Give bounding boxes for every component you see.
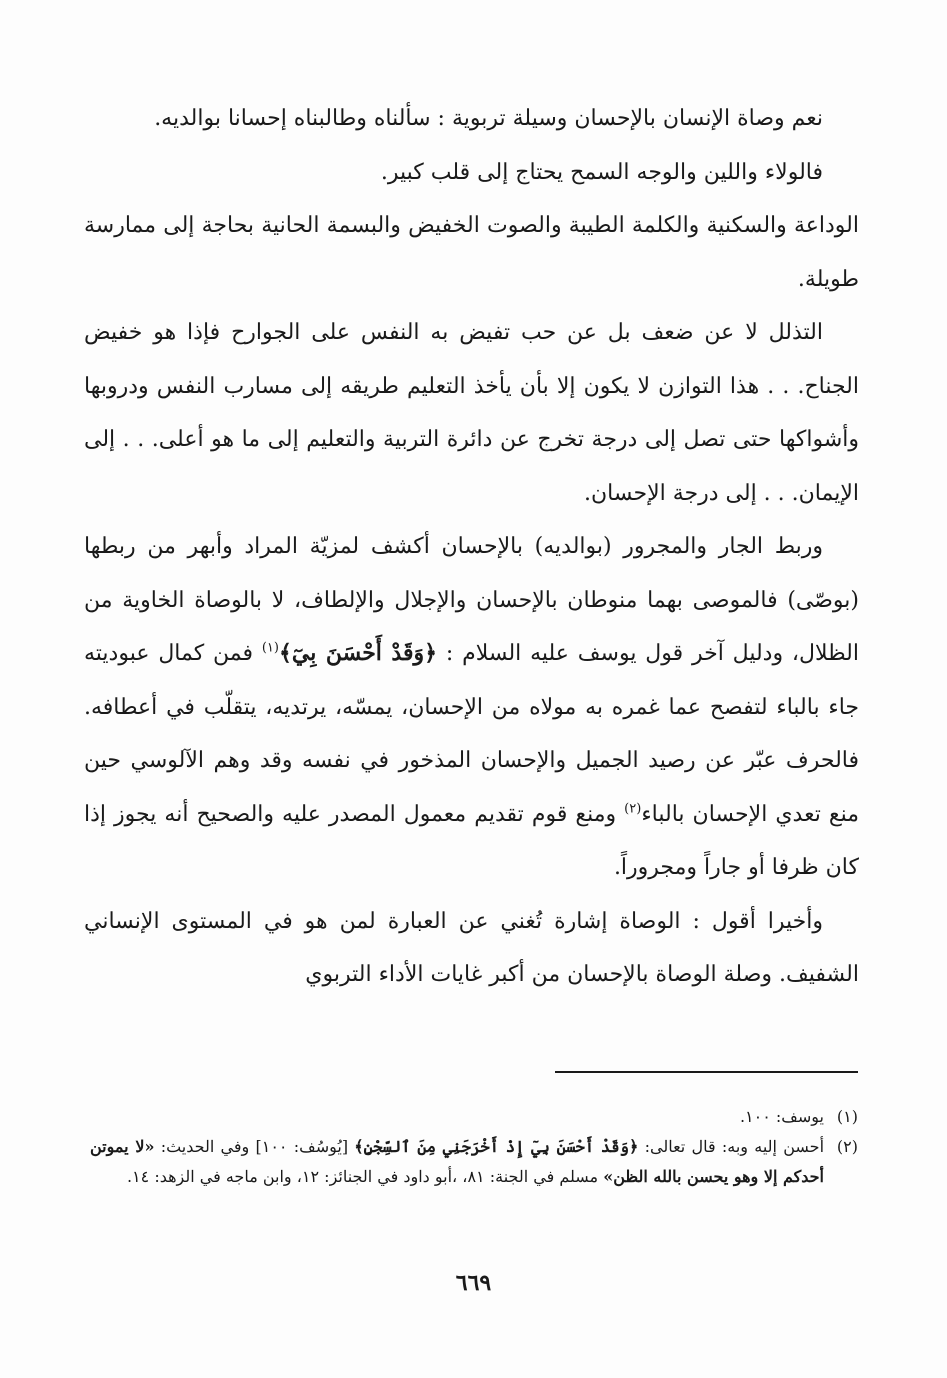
footnote-text: أحسن إليه وبه: قال تعالى: <box>638 1137 825 1156</box>
footnote-quote: «لا يموتن أحدكم إلا وهو يحسن بالله الظن» <box>90 1137 824 1186</box>
paragraph-text: الوداعة والسكنية والكلمة الطيبة والصوت الخفيض والبسمة الحانية بحاجة إلى ممارسة طويلة. <box>84 213 859 292</box>
paragraph-footnote-marker: (١) <box>261 640 279 656</box>
paragraph-text: نعم وصاة الإنسان بالإحسان وسيلة تربوية : سألناه وطالبناه إحسانا بوالديه. <box>154 106 823 131</box>
paragraph-quote: ﴿وَقَدْ أَحْسَنَ بِيٓ﴾ <box>278 640 437 666</box>
footnote-text: [يُوسُف: ١٠٠] وفي الحديث: <box>154 1137 355 1156</box>
paragraph <box>84 520 859 895</box>
footnote-number: (١) <box>836 1107 858 1126</box>
paragraph <box>84 92 859 146</box>
paragraph-text: وأخيرا أقول : الوصاة إشارة تُغني عن العبارة لمن هو في المستوى الإنساني الشفيف. وصلة الوصاة بالإحسان من أكبر غايات الأداء التربوي <box>84 908 859 987</box>
page-number: ٦٦٩ <box>455 1270 492 1296</box>
paragraph-text: فمن كمال عبوديته جاء بالباء لتفصح عما غمره به مولاه من الإحسان، يمسّه، يرتديه، يتقلّب في أعطافه. فالحرف عبّر عن رصيد الجميل والإحسان المذخور في نفسه وقد وهم الآلوسي حين منع تعدي الإحسان بالباء <box>84 641 860 827</box>
paragraph <box>84 306 859 520</box>
footnote-quote: ﴿وَقَدْ أَحْسَنَ بِيٓ إِذْ أَخْرَجَنِي مِنَ ٱلسِّجْنِ﴾ <box>354 1137 639 1156</box>
paragraph-text: فالولاء واللين والوجه السمح يحتاج إلى قلب كبير. <box>380 159 823 185</box>
footnote-body <box>90 1132 824 1192</box>
footnote-body <box>90 1102 824 1132</box>
footnote-text: مسلم في الجنة: ٨١، ،أبو داود في الجنائز: ١٢، وابن ماجه في الزهد: ١٤. <box>126 1167 604 1186</box>
footnote-separator <box>555 1071 858 1073</box>
footnote <box>90 1132 858 1192</box>
paragraph-text: التذلل لا عن ضعف بل عن حب تفيض به النفس على الجوارح فإذا هو خفيض الجناح. . . هذا التوازن لا يكون إلا بأن يأخذ التعليم طريقه إلى مسارب النفس ودروبها وأشواكها حتى تصل إلى درجة تخرج عن دائرة التربية والتعليم إلى ما هو أعلى. . . إلى الإيمان. . . إلى درجة الإحسان. <box>84 320 859 506</box>
paragraph-footnote-marker: (٢) <box>624 801 642 817</box>
body-text <box>84 92 859 1002</box>
paragraph-text: ومنع قوم تقديم معمول المصدر عليه والصحيح أنه يجوز إذا كان ظرفا أو جاراً ومجروراً. <box>84 801 859 880</box>
footnotes <box>90 1102 858 1192</box>
footnote-number: (٢) <box>836 1137 858 1156</box>
paragraph-text: وربط الجار والمجرور (بوالديه) بالإحسان أكشف لمزيّة المراد وأبهر من ربطها (بوصّى) فالموصى بهما منوطان بالإحسان والإجلال والإلطاف، لا بالوصاة الخاوية من الظلال، ودليل آخر قول يوسف عليه السلام : <box>84 534 859 666</box>
paragraph <box>84 146 859 200</box>
footnote-text: يوسف: ١٠٠. <box>739 1107 824 1126</box>
footnote <box>90 1102 858 1132</box>
paragraph <box>84 199 859 306</box>
paragraph <box>84 895 859 1002</box>
